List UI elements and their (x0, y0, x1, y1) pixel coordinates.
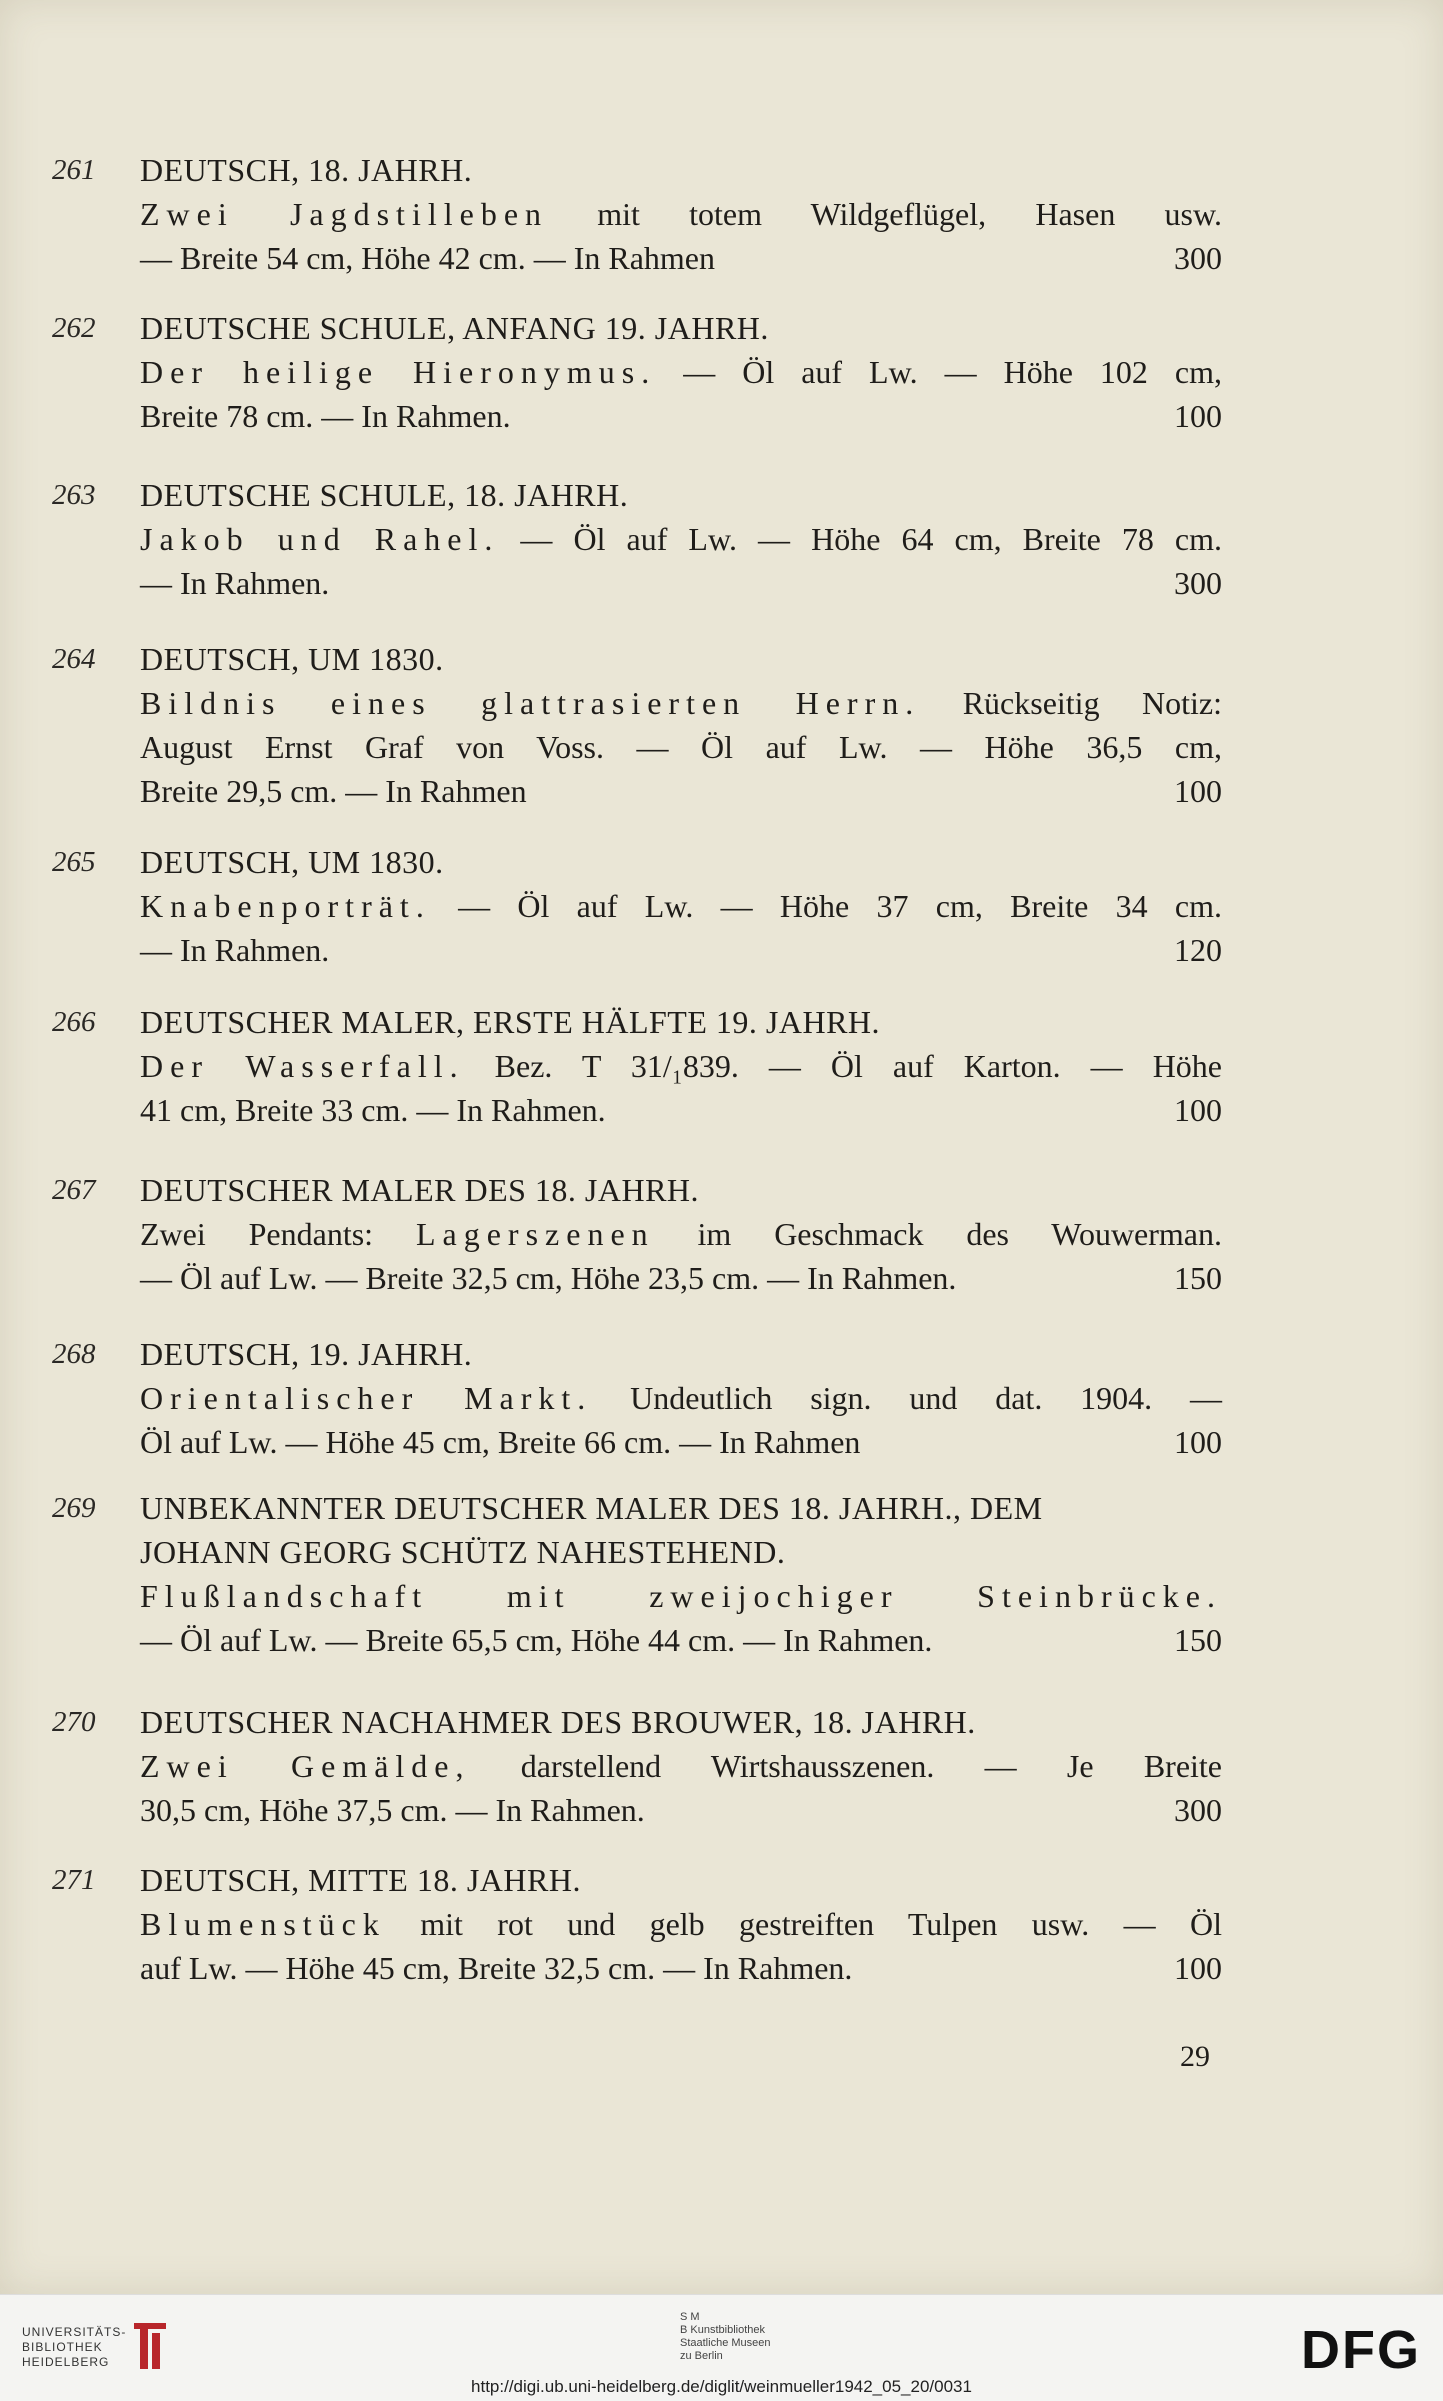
estimate-price: 100 (1174, 1424, 1222, 1460)
description-line (140, 1376, 1222, 1420)
description-line (140, 725, 1222, 769)
artwork-title: Jakob und Rahel. (140, 521, 500, 557)
heading-text: DEUTSCH, 18. JAHRH. (140, 152, 473, 188)
artist-heading (140, 1332, 1222, 1376)
estimate-price: 100 (1174, 1092, 1222, 1128)
heading-text: DEUTSCH, 19. JAHRH. (140, 1336, 473, 1372)
lot-number: 265 (52, 846, 96, 878)
heading-text: DEUTSCHE SCHULE, 18. JAHRH. (140, 477, 629, 513)
description-line (140, 1902, 1222, 1946)
description-text: — Öl auf Lw. — Höhe 102 cm, (656, 354, 1223, 390)
description-text: — Öl auf Lw. — Breite 65,5 cm, Höhe 44 cm. — In Rahmen. (140, 1622, 933, 1658)
heading-text: JOHANN GEORG SCHÜTZ NAHESTEHEND. (140, 1534, 786, 1570)
estimate-price: 300 (1174, 240, 1222, 276)
page-number: 29 (1180, 2040, 1210, 2073)
heading-text: DEUTSCHER MALER, ERSTE HÄLFTE 19. JAHRH. (140, 1004, 881, 1040)
description-text: mit totem Wildgeflügel, Hasen usw. (548, 196, 1223, 232)
heading-text: DEUTSCHER MALER DES 18. JAHRH. (140, 1172, 700, 1208)
description-line (140, 1788, 1222, 1832)
source-url[interactable]: http://digi.ub.uni-heidelberg.de/diglit/weinmueller1942_05_20/0031 (471, 2377, 972, 2396)
description-line (140, 517, 1222, 561)
heading-text: UNBEKANNTER DEUTSCHER MALER DES 18. JAHRH., DEM (140, 1490, 1043, 1526)
description-line (140, 350, 1222, 394)
description-text: 41 cm, Breite 33 cm. — In Rahmen. (140, 1092, 606, 1128)
description-line (140, 1044, 1222, 1088)
description-line (140, 1256, 1222, 1300)
lot-number: 262 (52, 312, 96, 344)
description-line (140, 1574, 1222, 1618)
lot-number: 263 (52, 479, 96, 511)
artist-heading (140, 473, 1222, 517)
heading-text: DEUTSCHE SCHULE, ANFANG 19. JAHRH. (140, 310, 769, 346)
estimate-price: 100 (1174, 1950, 1222, 1986)
description-text: mit rot und gelb gestreiften Tulpen usw. — Öl (385, 1906, 1222, 1942)
lot-number: 266 (52, 1006, 96, 1038)
description-line (140, 1618, 1222, 1662)
description-text: Undeutlich sign. und dat. 1904. — (592, 1380, 1223, 1416)
description-text: auf Lw. — Höhe 45 cm, Breite 32,5 cm. — In Rahmen. (140, 1950, 853, 1986)
description-text: — Öl auf Lw. — Breite 32,5 cm, Höhe 23,5 cm. — In Rahmen. (140, 1260, 957, 1296)
lot-number: 271 (52, 1864, 96, 1896)
artwork-title: Blumenstück (140, 1906, 386, 1942)
artwork-title: Orientalischer Markt. (140, 1380, 593, 1416)
description-line (140, 681, 1222, 725)
description-text: — Öl auf Lw. — Höhe 64 cm, Breite 78 cm. (499, 521, 1223, 557)
artwork-title: Bildnis eines glattrasierten Herrn. (140, 685, 921, 721)
description-line (140, 236, 1222, 280)
heading-text: DEUTSCH, MITTE 18. JAHRH. (140, 1862, 581, 1898)
description-text: August Ernst Graf von Voss. — Öl auf Lw. — Höhe 36,5 cm, (140, 729, 1222, 765)
description-text: im Geschmack des Wouwerman. (654, 1216, 1223, 1252)
artist-heading (140, 1486, 1222, 1530)
description-line (140, 192, 1222, 236)
description-line (140, 928, 1222, 972)
lot-number: 270 (52, 1706, 96, 1738)
artwork-title: Zwei Jagdstilleben (140, 196, 549, 232)
heading-text: DEUTSCHER NACHAHMER DES BROUWER, 18. JAHRH. (140, 1704, 976, 1740)
artist-heading (140, 1700, 1222, 1744)
artwork-title: Flußlandschaft mit zweijochiger Steinbrücke. (140, 1578, 1222, 1614)
lot-number: 268 (52, 1338, 96, 1370)
estimate-price: 120 (1174, 932, 1222, 968)
description-text: Breite 78 cm. — In Rahmen. (140, 398, 511, 434)
artist-heading (140, 1858, 1222, 1902)
description-text: darstellend Wirtshausszenen. — Je Breite (470, 1748, 1223, 1784)
footer-bar (0, 2294, 1443, 2401)
estimate-price: 300 (1174, 1792, 1222, 1828)
description-line (140, 1946, 1222, 1990)
lot-number: 261 (52, 154, 96, 186)
description-text: Rückseitig Notiz: (920, 685, 1222, 721)
description-line (140, 1088, 1222, 1132)
description-text: Öl auf Lw. — Höhe 45 cm, Breite 66 cm. — In Rahmen (140, 1424, 861, 1460)
description-line (140, 561, 1222, 605)
estimate-price: 300 (1174, 565, 1222, 601)
estimate-price: 100 (1174, 773, 1222, 809)
artist-heading (140, 306, 1222, 350)
lot-number: 269 (52, 1492, 96, 1524)
artwork-title: Lagerszenen (415, 1216, 655, 1252)
description-text: Breite 29,5 cm. — In Rahmen (140, 773, 527, 809)
artist-heading (140, 1168, 1222, 1212)
artist-heading (140, 1530, 1222, 1574)
lot-number: 267 (52, 1174, 96, 1206)
description-line (140, 769, 1222, 813)
lot-number: 264 (52, 643, 96, 675)
estimate-price: 100 (1174, 398, 1222, 434)
artwork-title: Zwei Gemälde, (140, 1748, 471, 1784)
description-line (140, 394, 1222, 438)
description-text: — Breite 54 cm, Höhe 42 cm. — In Rahmen (140, 240, 715, 276)
heading-text: DEUTSCH, UM 1830. (140, 844, 444, 880)
heading-text: DEUTSCH, UM 1830. (140, 641, 444, 677)
artist-heading (140, 1000, 1222, 1044)
library-name: UNIVERSITÄTS- BIBLIOTHEK HEIDELBERG (22, 2325, 127, 2369)
kunstbibliothek-credit: S M B Kunstbibliothek Staatliche Museen zu Berlin (680, 2311, 771, 2362)
description-text: — In Rahmen. (140, 565, 330, 601)
dfg-logo: DFG (1301, 2320, 1421, 2380)
description-line (140, 1744, 1222, 1788)
description-text: — Öl auf Lw. — Höhe 37 cm, Breite 34 cm. (430, 888, 1222, 924)
artwork-title: Der heilige Hieronymus. (140, 354, 657, 390)
description-text: Bez. T 31/₁839. — Öl auf Karton. — Höhe (464, 1048, 1223, 1084)
artwork-title: Der Wasserfall. (140, 1048, 465, 1084)
description-text: 30,5 cm, Höhe 37,5 cm. — In Rahmen. (140, 1792, 645, 1828)
artist-heading (140, 148, 1222, 192)
artwork-title: Knabenporträt. (140, 888, 431, 924)
artist-heading (140, 840, 1222, 884)
description-line (140, 1212, 1222, 1256)
description-prefix: Zwei Pendants: (140, 1216, 416, 1252)
artist-heading (140, 637, 1222, 681)
description-line (140, 1420, 1222, 1464)
description-line (140, 884, 1222, 928)
description-text: — In Rahmen. (140, 932, 330, 968)
estimate-price: 150 (1174, 1622, 1222, 1658)
library-logo-icon (128, 2315, 172, 2375)
estimate-price: 150 (1174, 1260, 1222, 1296)
